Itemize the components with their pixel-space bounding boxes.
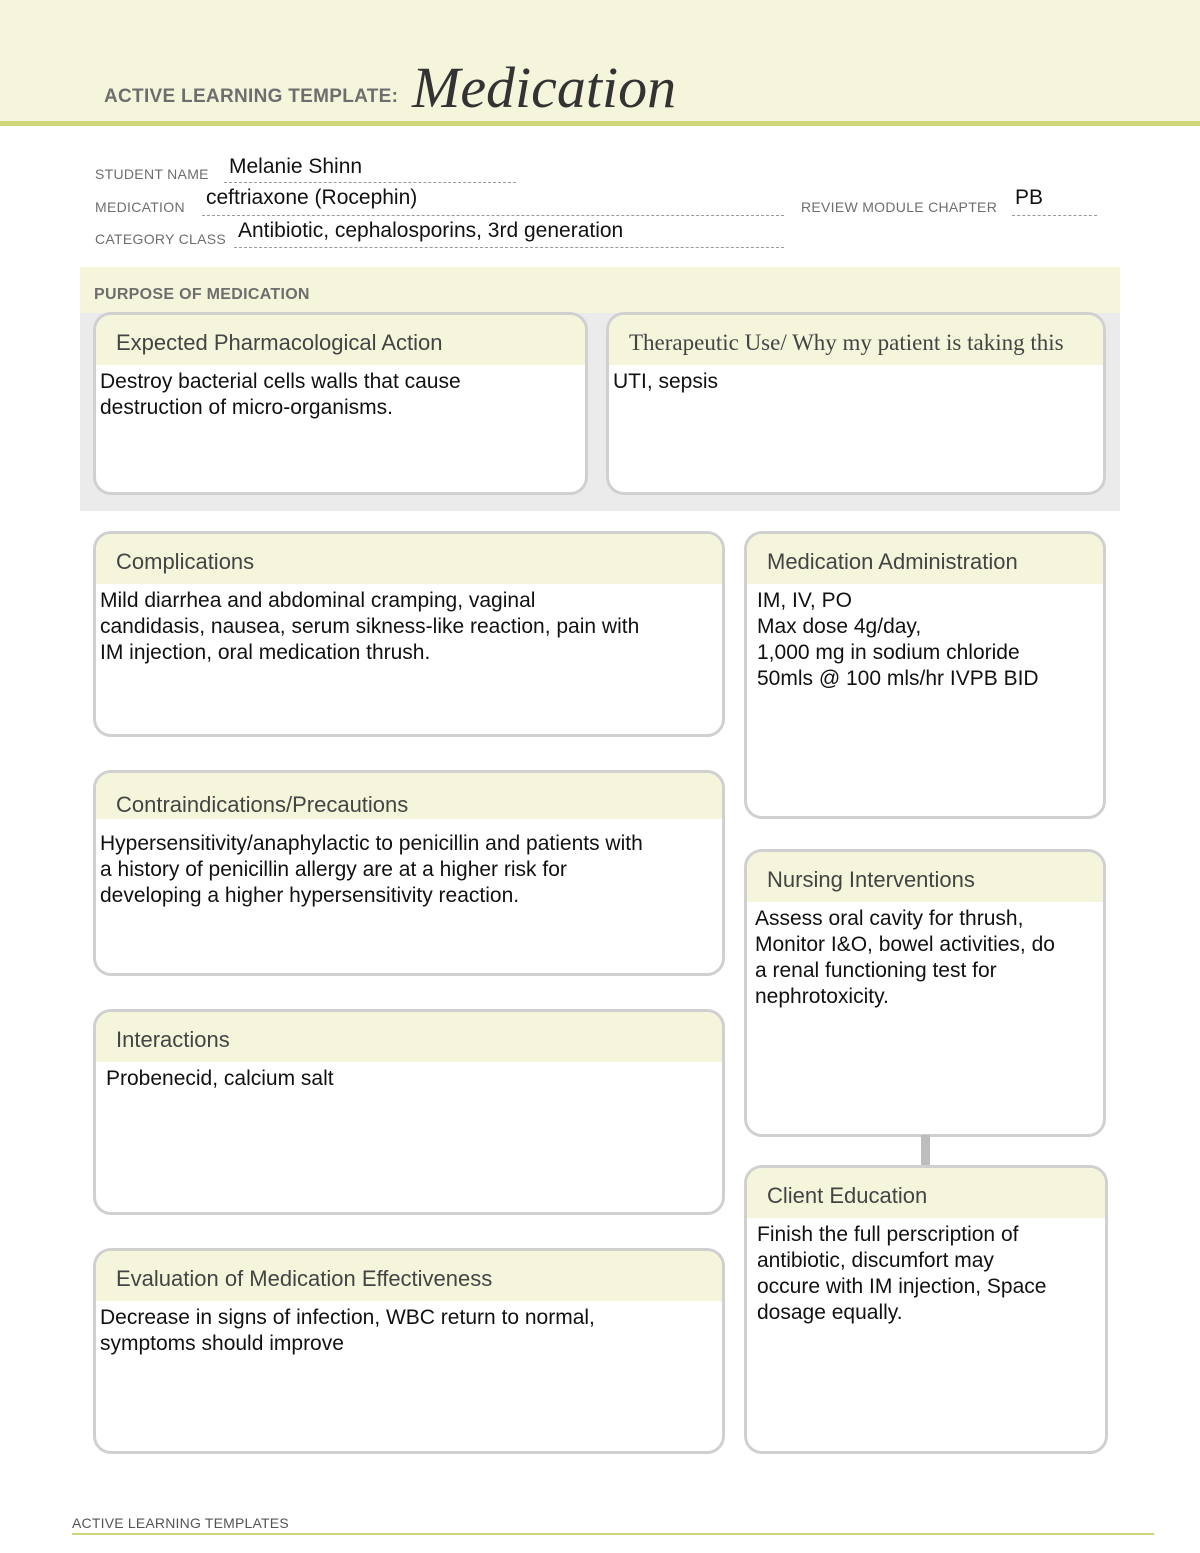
evaluation-text[interactable]: Decrease in signs of infection, WBC return to normal, symptoms should improve [100,1306,595,1355]
evaluation-box [93,1248,725,1454]
complications-box [93,531,725,737]
client-education-box [744,1165,1108,1454]
page-title: Medication [412,55,677,120]
purpose-title: PURPOSE OF MEDICATION [94,286,310,303]
client-education-text[interactable]: Finish the full perscription of antibiotic, discumfort may occure with IM injection, Space dosage equally. [757,1223,1047,1324]
interactions-heading: Interactions [96,1012,722,1062]
category-class-field[interactable]: Antibiotic, cephalosporins, 3rd generation [238,219,624,242]
medication-field[interactable]: ceftriaxone (Rocephin) [206,186,418,209]
medication-label: MEDICATION [95,199,185,215]
administration-heading: Medication Administration [747,534,1103,584]
student-name-field[interactable]: Melanie Shinn [229,155,363,178]
expected-action-heading: Expected Pharmacological Action [96,315,585,365]
contraindications-heading: Contraindications/Precautions [96,773,722,819]
template-label: ACTIVE LEARNING TEMPLATE: [104,86,399,107]
header-rule [0,121,1200,126]
category-class-label: CATEGORY CLASS [95,231,227,247]
nursing-text[interactable]: Assess oral cavity for thrush, Monitor I&O, bowel activities, do a renal functioning test for nephrotoxicity. [755,907,1055,1008]
client-education-heading: Client Education [747,1168,1105,1218]
administration-text[interactable]: IM, IV, PO Max dose 4g/day, 1,000 mg in sodium chloride 50mls @ 100 mls/hr IVPB BID [757,589,1039,690]
interactions-text[interactable]: Probenecid, calcium salt [106,1067,334,1090]
expected-action-box [93,312,588,495]
nursing-heading: Nursing Interventions [747,852,1103,902]
therapeutic-use-heading: Therapeutic Use/ Why my patient is taking this [609,315,1103,365]
footer-text: ACTIVE LEARNING TEMPLATES [72,1515,289,1531]
expected-action-text[interactable]: Destroy bacterial cells walls that cause destruction of micro-organisms. [100,370,461,419]
review-module-label: REVIEW MODULE CHAPTER [801,199,998,215]
nursing-box [744,849,1106,1137]
student-name-label: STUDENT NAME [95,166,209,182]
contraindications-text[interactable]: Hypersensitivity/anaphylactic to penicillin and patients with a history of penicillin allergy are at a higher risk for developing a higher hypersensitivity reaction. [100,832,643,907]
complications-text[interactable]: Mild diarrhea and abdominal cramping, vaginal candidasis, nausea, serum sikness-like reaction, pain with IM injection, oral medication thrush. [100,589,640,664]
contraindications-box [93,770,725,976]
footer-rule [72,1533,1154,1535]
complications-heading: Complications [96,534,722,584]
review-module-field[interactable]: PB [1015,186,1044,209]
therapeutic-use-text[interactable]: UTI, sepsis [613,370,719,393]
evaluation-heading: Evaluation of Medication Effectiveness [96,1251,722,1301]
interactions-box [93,1009,725,1215]
administration-box [744,531,1106,819]
therapeutic-use-box [606,312,1106,495]
connector-bar [921,1135,930,1167]
